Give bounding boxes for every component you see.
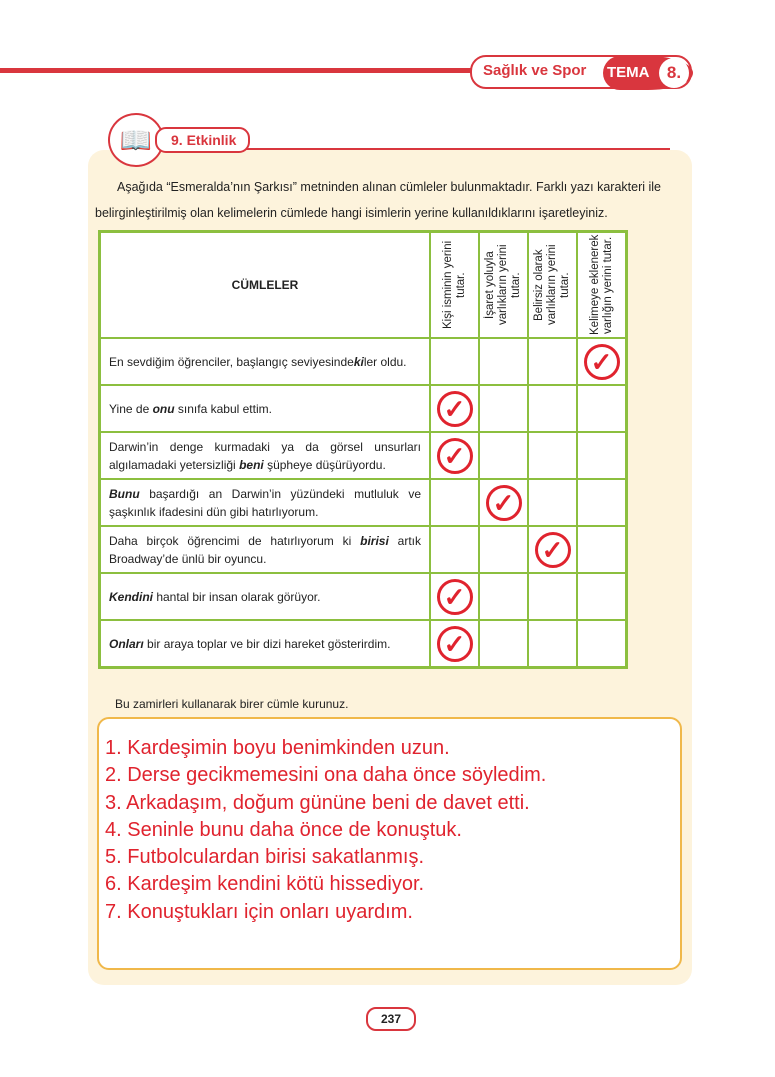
sentence-cell: Onları bir araya toplar ve bir dizi hareket gösterirdim.	[100, 620, 431, 668]
sentence-cell: Bunu başardığı an Darwin’in yüzündeki mutluluk ve şaşkınlık ifadesini dün gibi hatırlıyorum.	[100, 479, 431, 526]
check-mark-icon: ✓	[437, 579, 473, 615]
check-cell[interactable]	[528, 620, 577, 668]
answer-line: 6. Kardeşim kendini kötü hissediyor.	[105, 873, 425, 896]
check-cell[interactable]	[577, 620, 627, 668]
sentence-cell: En sevdiğim öğrenciler, başlangıç seviyesindekiler oldu.	[100, 338, 431, 385]
check-cell[interactable]	[577, 479, 627, 526]
answer-prompt: Bu zamirleri kullanarak birer cümle kurunuz.	[115, 697, 349, 711]
check-cell[interactable]	[430, 573, 479, 620]
activity-intro: Aşağıda “Esmeralda’nın Şarkısı” metninden alınan cümleler bulunmaktadır. Farklı yazı karakteri ile belirginleştirilmiş olan kelimelerin cümlede hangi isimlerin yerine kullanıldıklarını işaretleyiniz.	[95, 180, 661, 220]
check-cell[interactable]	[528, 432, 577, 479]
highlighted-pronoun: Bunu	[109, 486, 140, 501]
answer-line: 3. Arkadaşım, doğum gününe beni de davet etti.	[105, 791, 530, 814]
highlighted-pronoun: onu	[152, 401, 175, 416]
answer-line: 2. Derse gecikmemesini ona daha önce söyledim.	[105, 764, 547, 787]
highlighted-pronoun: beni	[239, 457, 264, 472]
answer-line: 4. Seninle bunu daha önce de konuştuk.	[105, 818, 462, 841]
check-cell[interactable]	[430, 338, 479, 385]
tema-badge	[603, 56, 693, 90]
highlighted-pronoun: Onları	[109, 636, 144, 651]
highlighted-pronoun: ki	[353, 354, 364, 369]
sentence-cell: Yine de onu sınıfa kabul ettim.	[100, 385, 431, 432]
table-row	[100, 385, 627, 432]
table-row	[100, 432, 627, 479]
table-row	[100, 573, 627, 620]
check-mark-icon: ✓	[437, 391, 473, 427]
check-cell[interactable]	[577, 385, 627, 432]
check-cell[interactable]	[479, 620, 528, 668]
sentence-cell: Darwin’in denge kurmadaki ya da görsel unsurları algılamadaki yetersizliği beni şüpheye düşürüyordu.	[100, 432, 431, 479]
check-mark-icon: ✓	[437, 438, 473, 474]
check-cell[interactable]	[577, 432, 627, 479]
check-cell[interactable]	[528, 479, 577, 526]
column-header: Belirsiz olarak varlıkların yerini tutar.	[528, 232, 577, 339]
highlighted-pronoun: birisi	[360, 533, 389, 548]
header-rule	[0, 68, 490, 73]
check-mark-icon: ✓	[535, 532, 571, 568]
table-row	[100, 620, 627, 668]
check-cell[interactable]	[577, 526, 627, 573]
column-header: Kişi isminin yerini tutar.	[430, 232, 479, 339]
activity-title: 9. Etkinlik	[155, 127, 250, 153]
highlighted-pronoun: Kendini	[109, 589, 153, 604]
check-mark-icon: ✓	[437, 626, 473, 662]
answer-line: 1. Kardeşimin boyu benimkinden uzun.	[105, 737, 450, 759]
check-cell[interactable]	[528, 573, 577, 620]
sentence-cell: Kendini hantal bir insan olarak görüyor.	[100, 573, 431, 620]
check-cell[interactable]	[479, 385, 528, 432]
activity-rule	[230, 148, 670, 150]
check-cell[interactable]	[430, 479, 479, 526]
check-cell[interactable]	[479, 338, 528, 385]
theme-name: Sağlık ve Spor	[483, 62, 587, 79]
column-header: Kelimeye eklenerek varlığın yerini tutar.	[577, 232, 627, 339]
check-cell[interactable]	[528, 385, 577, 432]
check-cell[interactable]	[430, 620, 479, 668]
table-row	[100, 526, 627, 573]
check-cell[interactable]	[577, 573, 627, 620]
check-cell[interactable]	[479, 573, 528, 620]
answer-line: 7. Konuştukları için onları uyardım.	[105, 900, 413, 923]
check-mark-icon: ✓	[486, 485, 522, 521]
answer-line: 5. Futbolculardan birisi sakatlanmış.	[105, 846, 425, 869]
tema-number: 8.	[659, 58, 689, 88]
check-cell[interactable]	[577, 338, 627, 385]
pronoun-table	[98, 230, 628, 669]
check-cell[interactable]	[430, 385, 479, 432]
table-row	[100, 338, 627, 385]
check-cell[interactable]	[479, 479, 528, 526]
page-number: 237	[366, 1007, 416, 1031]
check-cell[interactable]	[479, 432, 528, 479]
check-cell[interactable]	[479, 526, 528, 573]
check-mark-icon: ✓	[584, 344, 620, 380]
column-header: İşaret yoluyla varlıkların yerini tutar.	[479, 232, 528, 339]
sentence-cell: Daha birçok öğrencimi de hatırlıyorum ki birisi artık Broadway’de ünlü bir oyuncu.	[100, 526, 431, 573]
table-row	[100, 479, 627, 526]
answer-box	[97, 717, 682, 970]
open-book-icon: 📖	[108, 113, 164, 167]
tema-label: TEMA	[607, 64, 650, 81]
check-cell[interactable]	[528, 338, 577, 385]
check-cell[interactable]	[528, 526, 577, 573]
check-cell[interactable]	[430, 526, 479, 573]
sentences-header: CÜMLELER	[100, 232, 431, 339]
check-cell[interactable]	[430, 432, 479, 479]
